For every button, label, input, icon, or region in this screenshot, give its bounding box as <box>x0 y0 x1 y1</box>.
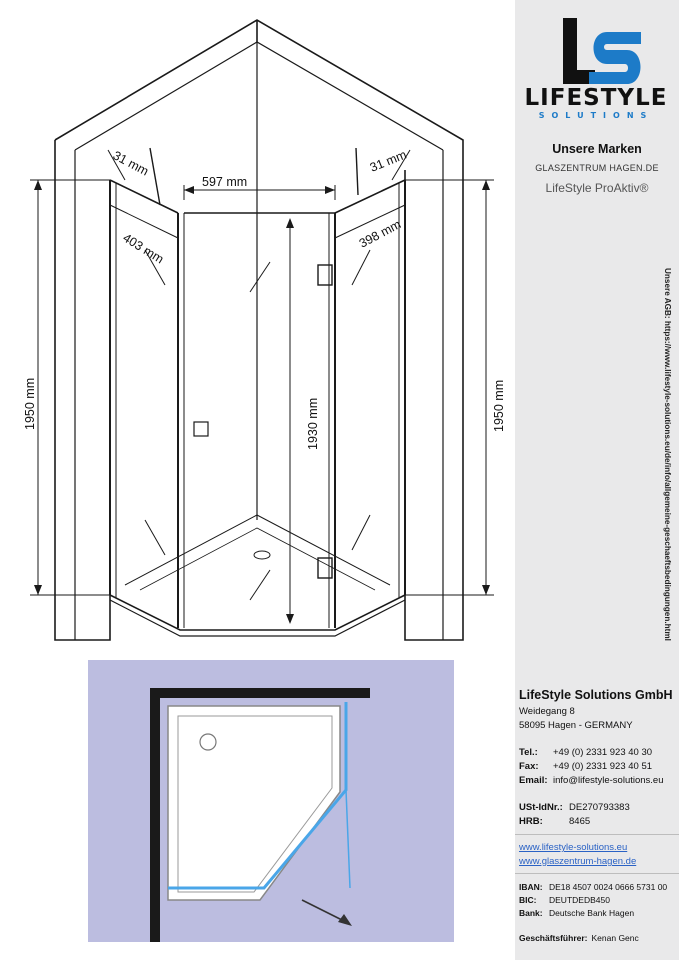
dim-top-width: 597 mm <box>202 175 248 189</box>
brand-proaktiv: LifeStyle ProAktiv® <box>545 181 649 195</box>
bic-value: DEUTDEDB450 <box>549 895 610 905</box>
ust-value: DE270793383 <box>569 802 630 813</box>
email-row <box>519 775 664 786</box>
bank-row <box>519 908 634 918</box>
brands-heading: Unsere Marken <box>552 142 642 156</box>
hrb-value: 8465 <box>569 816 591 827</box>
top-view-plan <box>88 660 454 942</box>
website-link-glaszentrum[interactable]: www.glaszentrum-hagen.de <box>519 856 637 867</box>
divider <box>515 873 679 874</box>
brand-glaszentrum: GLASZENTRUM HAGEN.DE <box>535 163 659 173</box>
dim-right-height: 1950 mm <box>492 379 506 432</box>
city: 58095 Hagen - GERMANY <box>519 720 633 731</box>
iban-row <box>519 882 667 892</box>
logo-wordmark: LIFESTYLE <box>524 85 668 111</box>
iban-label: IBAN: <box>519 882 543 892</box>
dim-center-height: 1930 mm <box>306 397 320 450</box>
fax-value: +49 (0) 2331 923 40 51 <box>553 761 653 772</box>
ust-row <box>519 802 630 813</box>
managing-director-row <box>519 933 639 943</box>
bank-label: Bank: <box>519 908 543 918</box>
dim-left-height: 1950 mm <box>23 377 37 430</box>
dim-left-panel: 403 mm <box>120 230 167 267</box>
email-value[interactable]: info@lifestyle-solutions.eu <box>553 775 664 786</box>
tel-label: Tel.: <box>519 747 538 758</box>
dim-left-offset: 31 mm <box>110 148 151 179</box>
terms-link[interactable]: Unsere AGB: https://www.lifestyle-solutions.eu/de/info/allgemeine-geschaeftsbedingungen.html <box>663 268 672 641</box>
street: Weidegang 8 <box>519 706 575 717</box>
tel-row <box>519 747 652 758</box>
fax-label: Fax: <box>519 761 539 772</box>
lifestyle-logo-icon <box>555 18 645 88</box>
logo-subtitle: SOLUTIONS <box>538 111 654 120</box>
bic-row <box>519 895 610 905</box>
fax-row <box>519 761 652 772</box>
divider <box>515 834 679 835</box>
hrb-row <box>519 816 590 827</box>
website-link-lifestyle[interactable]: www.lifestyle-solutions.eu <box>519 842 628 853</box>
ust-label: USt-IdNr.: <box>519 802 563 813</box>
bank-value: Deutsche Bank Hagen <box>549 908 635 918</box>
hrb-label: HRB: <box>519 816 543 827</box>
bic-label: BIC: <box>519 895 537 905</box>
tel-value[interactable]: +49 (0) 2331 923 40 30 <box>553 747 653 758</box>
dim-right-panel: 398 mm <box>356 217 404 251</box>
dim-right-offset: 31 mm <box>367 147 409 175</box>
gf-value: Kenan Genc <box>591 933 639 943</box>
gf-label: Geschäftsführer: <box>519 933 588 943</box>
company-name: LifeStyle Solutions GmbH <box>519 688 673 702</box>
email-label: Email: <box>519 775 548 786</box>
iban-value: DE18 4507 0024 0666 5731 00 <box>549 882 668 892</box>
company-sidebar <box>515 0 679 960</box>
